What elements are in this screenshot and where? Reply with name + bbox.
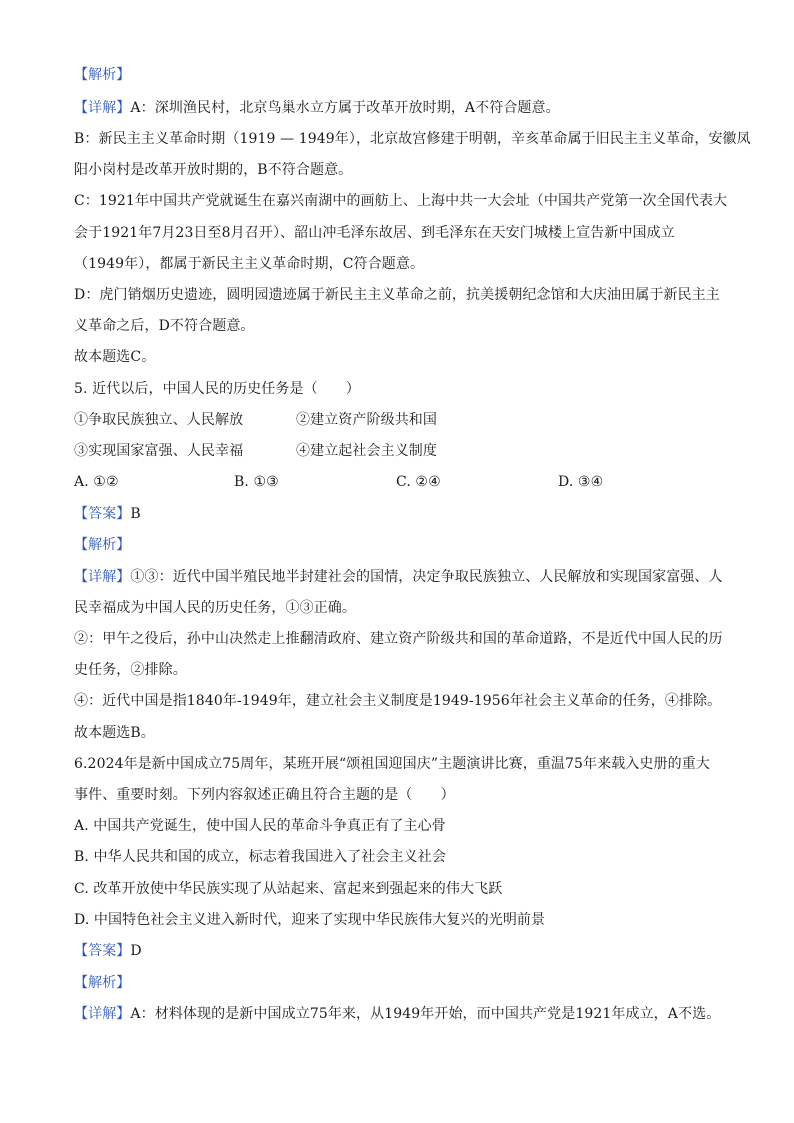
q5-choice: B. ①③ bbox=[234, 474, 279, 490]
q5-item: ④建立起社会主义制度 bbox=[296, 443, 437, 459]
q5-item: ②建立资产阶级共和国 bbox=[296, 412, 437, 428]
detail-text: A：深圳渔民村，北京鸟巢水立方属于改革开放时期，A不符合题意。 bbox=[130, 100, 560, 116]
q5-answer bbox=[74, 505, 734, 523]
detail-line bbox=[74, 99, 734, 117]
detail-line: 义革命之后，D不符合题意。 bbox=[74, 318, 255, 334]
analysis-label: 【解析】 bbox=[74, 67, 131, 83]
question-6-stem: 6.2024年是新中国成立75周年，某班开展“颂祖国迎国庆”主题演讲比赛，重温75年来载入史册的重大 bbox=[74, 756, 710, 772]
detail-line: C：1921年中国共产党就诞生在嘉兴南湖中的画舫上、上海中共一大会址（中国共产党第一次全国代表大 bbox=[74, 193, 728, 209]
answer-value: B bbox=[130, 506, 141, 522]
answer-label: 【答案】 bbox=[74, 943, 131, 959]
q5-item: ③实现国家富强、人民幸福 bbox=[74, 443, 244, 459]
analysis-label: 【解析】 bbox=[74, 537, 131, 553]
q5-choice: A. ①② bbox=[74, 474, 119, 490]
detail-label: 【详解】 bbox=[74, 100, 131, 116]
detail-line: D：虎门销烟历史遗迹，圆明园遗迹属于新民主主义革命之前，抗美援朝纪念馆和大庆油田属于新民主主 bbox=[74, 287, 720, 303]
q6-choice: C. 改革开放使中华民族实现了从站起来、富起来到强起来的伟大飞跃 bbox=[74, 881, 503, 897]
detail-label: 【详解】 bbox=[74, 1006, 131, 1022]
analysis-heading bbox=[74, 536, 734, 554]
question-5-stem: 5. 近代以后，中国人民的历史任务是（ ） bbox=[74, 381, 361, 397]
analysis-heading bbox=[74, 974, 734, 992]
detail-line: ②：甲午之役后，孙中山决然走上推翻清政府、建立资产阶级共和国的革命道路，不是近代中国人民的历 bbox=[74, 631, 723, 647]
detail-text: ①③：近代中国半殖民地半封建社会的国情，决定争取民族独立、人民解放和实现国家富强、人 bbox=[130, 569, 723, 585]
detail-line: 阳小岗村是改革开放时期的，B不符合题意。 bbox=[74, 162, 353, 178]
detail-line: 民幸福成为中国人民的历史任务，①③正确。 bbox=[74, 600, 356, 616]
detail-line: 会于1921年7月23日至8月召开）、韶山冲毛泽东故居、到毛泽东在天安门城楼上宣告新中国成立 bbox=[74, 225, 675, 241]
detail-line bbox=[74, 568, 734, 586]
question-6-stem: 事件、重要时刻。下列内容叙述正确且符合主题的是（ ） bbox=[74, 787, 455, 803]
analysis-heading bbox=[74, 66, 734, 84]
detail-label: 【详解】 bbox=[74, 569, 131, 585]
q5-item: ①争取民族独立、人民解放 bbox=[74, 412, 244, 428]
detail-text: A：材料体现的是新中国成立75年来，从1949年开始，而中国共产党是1921年成立，A不选。 bbox=[130, 1006, 721, 1022]
answer-label: 【答案】 bbox=[74, 506, 131, 522]
detail-line: （1949年），都属于新民主主义革命时期，C符合题意。 bbox=[74, 256, 425, 272]
q6-choice: D. 中国特色社会主义进入新时代，迎来了实现中华民族伟大复兴的光明前景 bbox=[74, 912, 546, 928]
detail-line: B：新民主主义革命时期（1919 — 1949年），北京故宫修建于明朝，辛亥革命属于旧民主主义革命，安徽凤 bbox=[74, 131, 751, 147]
q5-choice: D. ③④ bbox=[558, 474, 604, 490]
detail-line: 史任务，②排除。 bbox=[74, 662, 187, 678]
answer-value: D bbox=[130, 943, 142, 959]
conclusion: 故本题选C。 bbox=[74, 349, 156, 365]
detail-line bbox=[74, 1005, 734, 1023]
detail-line: ④：近代中国是指1840年-1949年，建立社会主义制度是1949-1956年社会主义革命的任务，④排除。 bbox=[74, 693, 722, 709]
q5-choice: C. ②④ bbox=[396, 474, 441, 490]
q6-choice: A. 中国共产党诞生，使中国人民的革命斗争真正有了主心骨 bbox=[74, 818, 446, 834]
q6-answer bbox=[74, 942, 734, 960]
conclusion: 故本题选B。 bbox=[74, 725, 155, 741]
analysis-label: 【解析】 bbox=[74, 975, 131, 991]
q6-choice: B. 中华人民共和国的成立，标志着我国进入了社会主义社会 bbox=[74, 849, 446, 865]
